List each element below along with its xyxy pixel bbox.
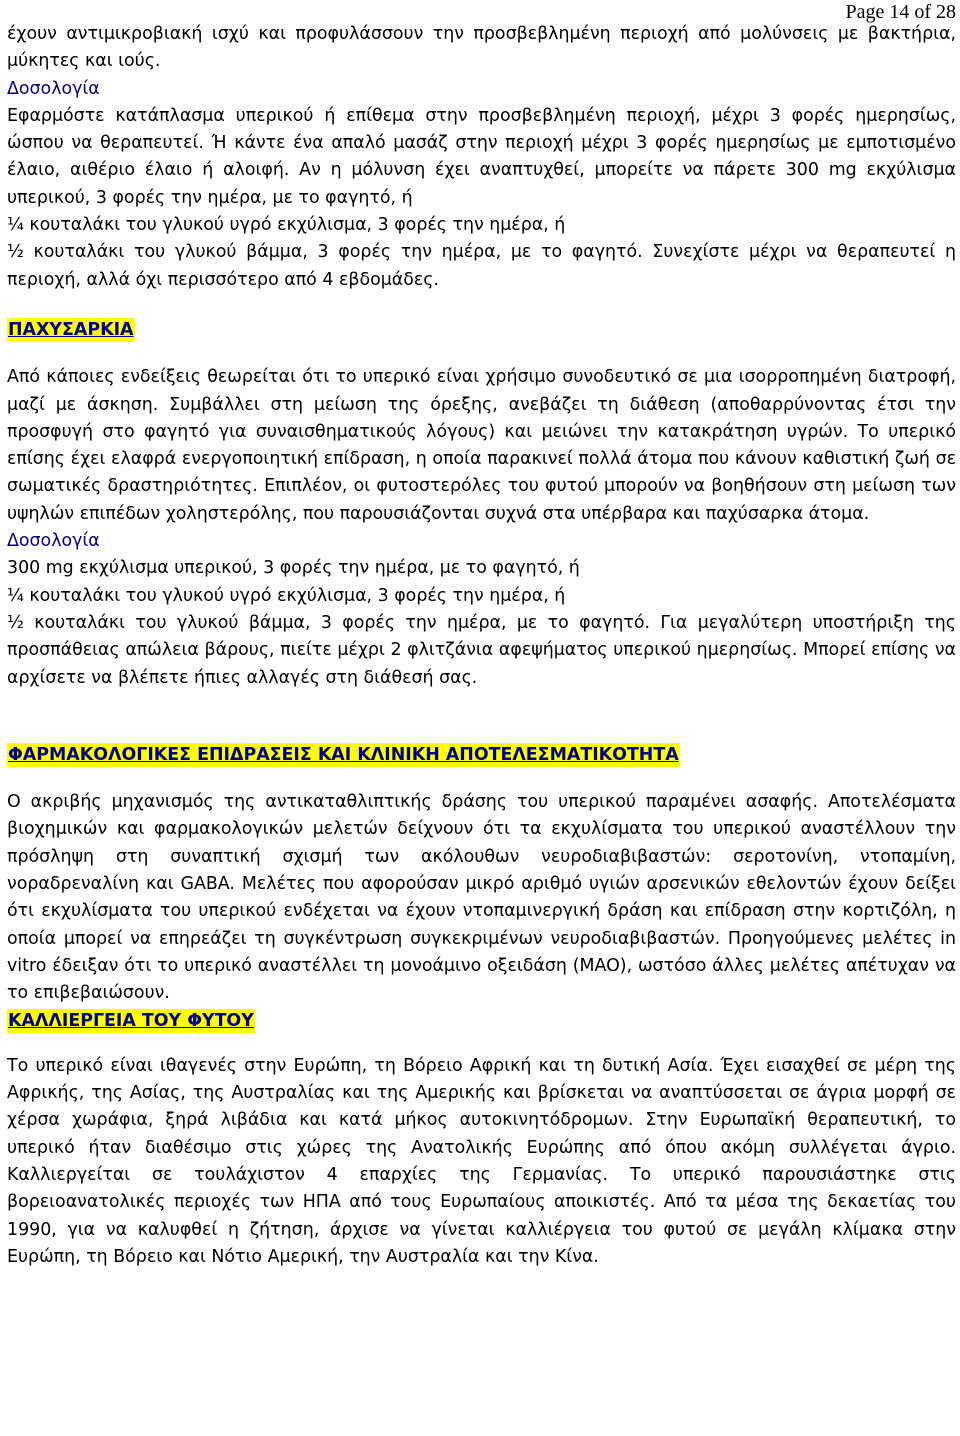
intro-dosage-line-2: ¼ κουταλάκι του γλυκού υγρό εκχύλισμα, 3 φορές την ημέρα, ή [7,215,566,236]
pharmacology-heading-row [7,742,956,769]
obesity-heading: ΠΑΧΥΣΑΡΚΙΑ [8,319,134,340]
page-number: Page 14 of 28 [845,1,956,23]
obesity-dosage-line-2: ¼ κουταλάκι του γλυκού υγρό εκχύλισμα, 3 φορές την ημέρα, ή [7,585,566,606]
intro-dosage-text: Εφαρμόστε κατάπλασμα υπερικού ή επίθεμα στην προσβεβλημένη περιοχή, μέχρι 3 φορές ημερησίως, ώσπου να θεραπευτεί. Ή κάντε ένα απαλό μασάζ στην περιοχή μέχρι 3 φορές ημερησίως με εμποτισμένο έλαιο, αιθέριο έλαιο ή αλοιφή. Αν η μόλυνση έχει αναπτυχθεί, μπορείτε να πάρετε 300 mg εκχύλισμα υπερικού, 3 φορές την ημέρα, με το φαγητό, ή [7,105,956,208]
intro-continuation: έχουν αντιμικροβιακή ισχύ και προφυλάσσουν την προσβεβλημένη περιοχή από μολύνσεις με βακτήρια, μύκητες και ιούς. [7,24,956,72]
obesity-body: Από κάποιες ενδείξεις θεωρείται ότι το υπερικό είναι χρήσιμο συνοδευτικό σε μια ισορροπημένη διατροφή, μαζί με άσκηση. Συμβάλλει στη μείωση της όρεξης, ανεβάζει τη διάθεση (αποθαρρύνοντας έτσι την προσφυγή στο φαγητό για συναισθηματικούς λόγους) και μειώνει την κατακράτηση υγρών. Το υπερικό επίσης έχει ελαφρά ενεργοποιητική επίδραση, η οποία παρακινεί πολλά άτομα που κάνουν καθιστική ζωή σε σωματικές δραστηριότητες. Επιπλέον, οι φυτοστερόλες του φυτού μπορούν να βοηθήσουν στη μείωση των υψηλών επιπέδων χοληστερόλης, που παρουσιάζονται συχνά στα υπέρβαρα και παχύσαρκα άτομα. [7,367,956,524]
obesity-dosage-line-1: 300 mg εκχύλισμα υπερικού, 3 φορές την ημέρα, με το φαγητό, ή [7,558,580,579]
obesity-dosage-label: Δοσολογία [7,531,100,552]
intro-dosage-line-3: ½ κουταλάκι του γλυκού βάμμα, 3 φορές την ημέρα, με το φαγητό. Συνεχίστε μέχρι να θεραπευτεί η περιοχή, αλλά όχι περισσότερο από 4 εβδομάδες. [7,242,956,290]
pharmacology-body: Ο ακριβής μηχανισμός της αντικαταθλιπτικής δράσης του υπερικού παραμένει ασαφής. Αποτελέσματα βιοχημικών και φαρμακολογικών μελετών δείχνουν ότι τα εκχυλίσματα του υπερικού αναστέλλουν την πρόσληψη στη συναπτική σχισμή των ακόλουθων νευροδιαβιβαστών: σεροτονίνη, ντοπαμίνη, νοραδρεναλίνη και GABA. Μελέτες που αφορούσαν μικρό αριθμό υγιών αρσενικών εθελοντών έχουν δείξει ότι εκχυλίσματα του υπερικού ενδέχεται να έχουν ντοπαμινεργική δράση και επίδραση στην κορτιζόλη, η οποία μπορεί να επηρεάζει τη συγκέντρωση συγκεκριμένων νευροδιαβιβαστών. Προηγούμενες μελέτες in vitro έδειξαν ότι το υπερικό αναστέλλει τη μονοάμινο οξειδάση (MAO), ωστόσο άλλες μελέτες απέτυχαν να το επιβεβαιώσουν. [7,792,956,1004]
cultivation-heading: ΚΑΛΛΙΕΡΓΕΙΑ ΤΟΥ ΦΥΤΟΥ [8,1010,254,1031]
pharmacology-heading: ΦΑΡΜΑΚΟΛΟΓΙΚΕΣ ΕΠΙΔΡΑΣΕΙΣ ΚΑΙ ΚΛΙΝΙΚΗ ΑΠΟΤΕΛΕΣΜΑΤΙΚΟΤΗΤΑ [8,744,679,765]
cultivation-heading-row [7,1008,956,1035]
cultivation-body: Το υπερικό είναι ιθαγενές στην Ευρώπη, τη Βόρειο Αφρική και τη δυτική Ασία. Έχει εισαχθεί σε μέρη της Αφρικής, της Ασίας, της Αυστραλίας και της Αμερικής και βρίσκεται να αναπτύσσεται σε άγρια μορφή σε χέρσα χωράφια, ξηρά λιβάδια και κατά μήκος αυτοκινητόδρομων. Στην Ευρωπαϊκή θεραπευτική, το υπερικό ήταν διαθέσιμο στις χώρες της Ανατολικής Ευρώπης από όπου ακόμη συλλέγεται άγριο. Καλλιεργείται σε τουλάχιστον 4 επαρχίες της Γερμανίας. Το υπερικό παρουσιάστηκε στις βορειοανατολικές περιοχές των ΗΠΑ από τους Ευρωπαίους αποικιστές. Από τα μέσα της δεκαετίας του 1990, για να καλυφθεί η ζήτηση, άρχισε να γίνεται καλλιέργεια του φυτού σε μεγάλη κλίμακα στην Ευρώπη, τη Βόρειο και Νότιο Αμερική, την Αυστραλία και την Κίνα. [7,1055,956,1267]
obesity-heading-row [7,317,956,344]
dosage-label: Δοσολογία [7,78,100,99]
document-body [7,21,956,1271]
obesity-dosage-line-3: ½ κουταλάκι του γλυκού βάμμα, 3 φορές την ημέρα, με το φαγητό. Για μεγαλύτερη υποστήριξη της προσπάθειας απώλεια βάρους, πιείτε μέχρι 2 φλιτζάνια αφεψήματος υπερικού ημερησίως. Μπορεί επίσης να αρχίσετε να βλέπετε ήπιες αλλαγές στη διάθεσή σας. [7,612,956,688]
